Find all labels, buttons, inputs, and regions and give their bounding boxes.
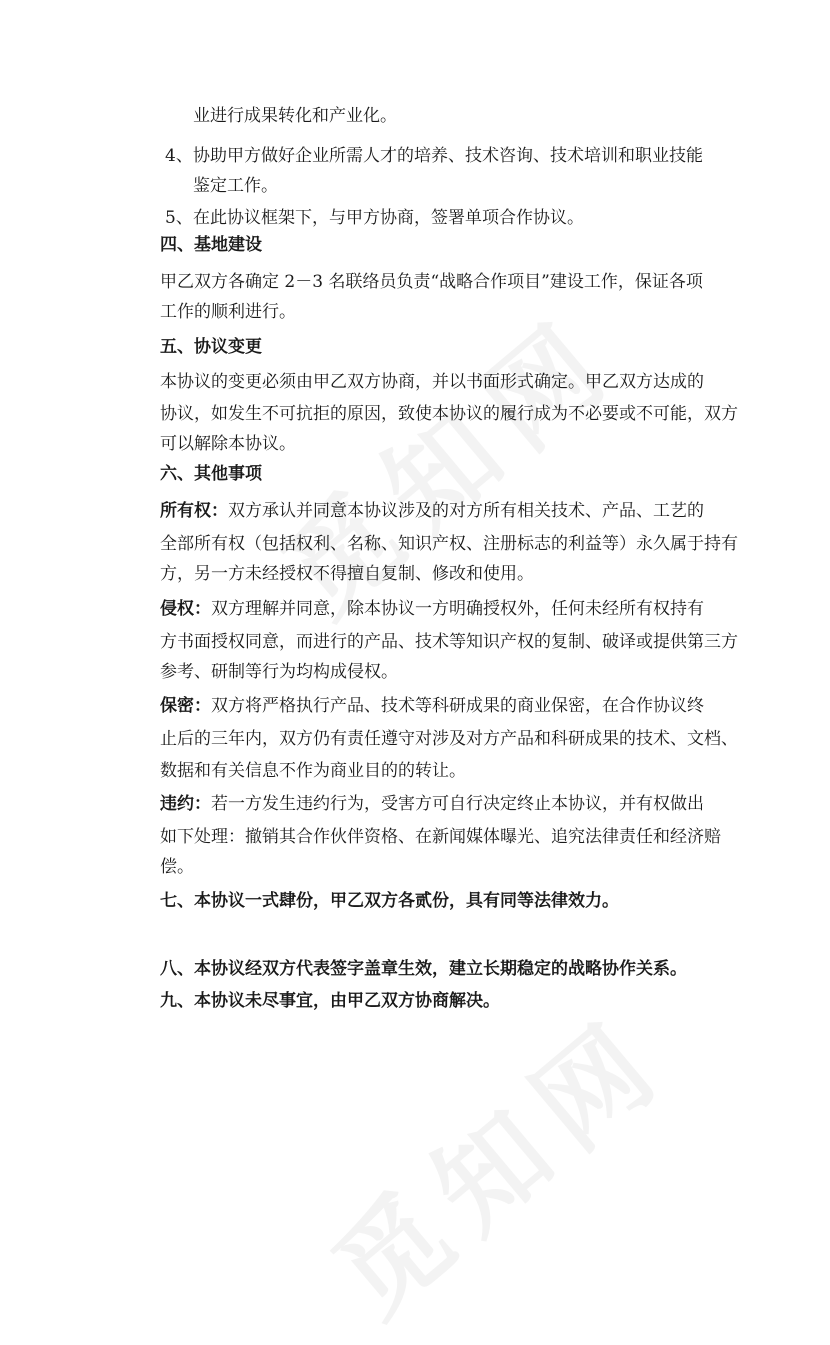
section-7-text: 七、本协议一式肆份，甲乙双方各贰份，具有同等法律效力。 — [160, 891, 619, 911]
watermark — [295, 973, 695, 1345]
confidentiality-clause-line-3: 数据和有关信息不作为商业目的的转让。 — [160, 761, 466, 781]
ownership-clause-line-1 — [160, 500, 704, 522]
infringement-clause-line-2: 方书面授权同意，而进行的产品、技术等知识产权的复制、破译或提供第三方 — [160, 632, 738, 652]
list-item-4-line-1: 协助甲方做好企业所需人才的培养、技术咨询、技术培训和职业技能 — [193, 146, 703, 166]
breach-clause-line-3: 偿。 — [160, 857, 194, 877]
ownership-label: 所有权： — [160, 501, 228, 521]
confidentiality-label: 保密： — [160, 696, 211, 716]
breach-label: 违约： — [160, 794, 211, 814]
confidentiality-text: 双方将严格执行产品、技术等科研成果的商业保密，在合作协议终 — [211, 696, 704, 716]
section-6-heading: 六、其他事项 — [160, 464, 262, 484]
list-item-4-line-2: 鉴定工作。 — [193, 176, 278, 196]
ownership-clause-line-2: 全部所有权（包括权利、名称、知识产权、注册标志的利益等）永久属于持有 — [160, 534, 738, 554]
section-4-paragraph-line-2: 工作的顺利进行。 — [160, 302, 296, 322]
section-5-paragraph-line-1: 本协议的变更必须由甲乙双方协商，并以书面形式确定。甲乙双方达成的 — [160, 372, 704, 392]
section-4-paragraph-line-1: 甲乙双方各确定 2－3 名联络员负责“战略合作项目”建设工作，保证各项 — [160, 272, 703, 292]
breach-clause-line-2: 如下处理：撤销其合作伙伴资格、在新闻媒体曝光、追究法律责任和经济赔 — [160, 827, 721, 847]
confidentiality-clause-line-2: 止后的三年内，双方仍有责任遵守对涉及对方产品和科研成果的技术、文档、 — [160, 729, 738, 749]
section-5-paragraph-line-3: 可以解除本协议。 — [160, 434, 296, 454]
list-item-5-number: 5、 — [165, 208, 193, 228]
section-9-text: 九、本协议未尽事宜，由甲乙双方协商解决。 — [160, 991, 500, 1011]
list-item-5-text: 在此协议框架下，与甲方协商，签署单项合作协议。 — [193, 208, 584, 228]
breach-text: 若一方发生违约行为，受害方可自行决定终止本协议，并有权做出 — [211, 794, 704, 814]
section-5-heading: 五、协议变更 — [160, 337, 262, 357]
confidentiality-clause-line-1 — [160, 695, 704, 717]
section-8-text: 八、本协议经双方代表签字盖章生效，建立长期稳定的战略协作关系。 — [160, 959, 687, 979]
ownership-clause-line-3: 方，另一方未经授权不得擅自复制、修改和使用。 — [160, 564, 534, 584]
section-4-heading: 四、基地建设 — [160, 235, 262, 255]
ownership-text: 双方承认并同意本协议涉及的对方所有相关技术、产品、工艺的 — [228, 501, 704, 521]
watermark — [245, 273, 645, 645]
infringement-clause-line-3: 参考、研制等行为均构成侵权。 — [160, 662, 398, 682]
list-item-4-number: 4、 — [165, 146, 193, 166]
breach-clause-line-1 — [160, 793, 704, 815]
list-item-3-tail: 业进行成果转化和产业化。 — [193, 106, 397, 126]
section-5-paragraph-line-2: 协议，如发生不可抗拒的原因，致使本协议的履行成为不必要或不可能，双方 — [160, 404, 738, 424]
infringement-clause-line-1 — [160, 598, 704, 620]
infringement-label: 侵权： — [160, 599, 211, 619]
infringement-text: 双方理解并同意，除本协议一方明确授权外，任何未经所有权持有 — [211, 599, 704, 619]
